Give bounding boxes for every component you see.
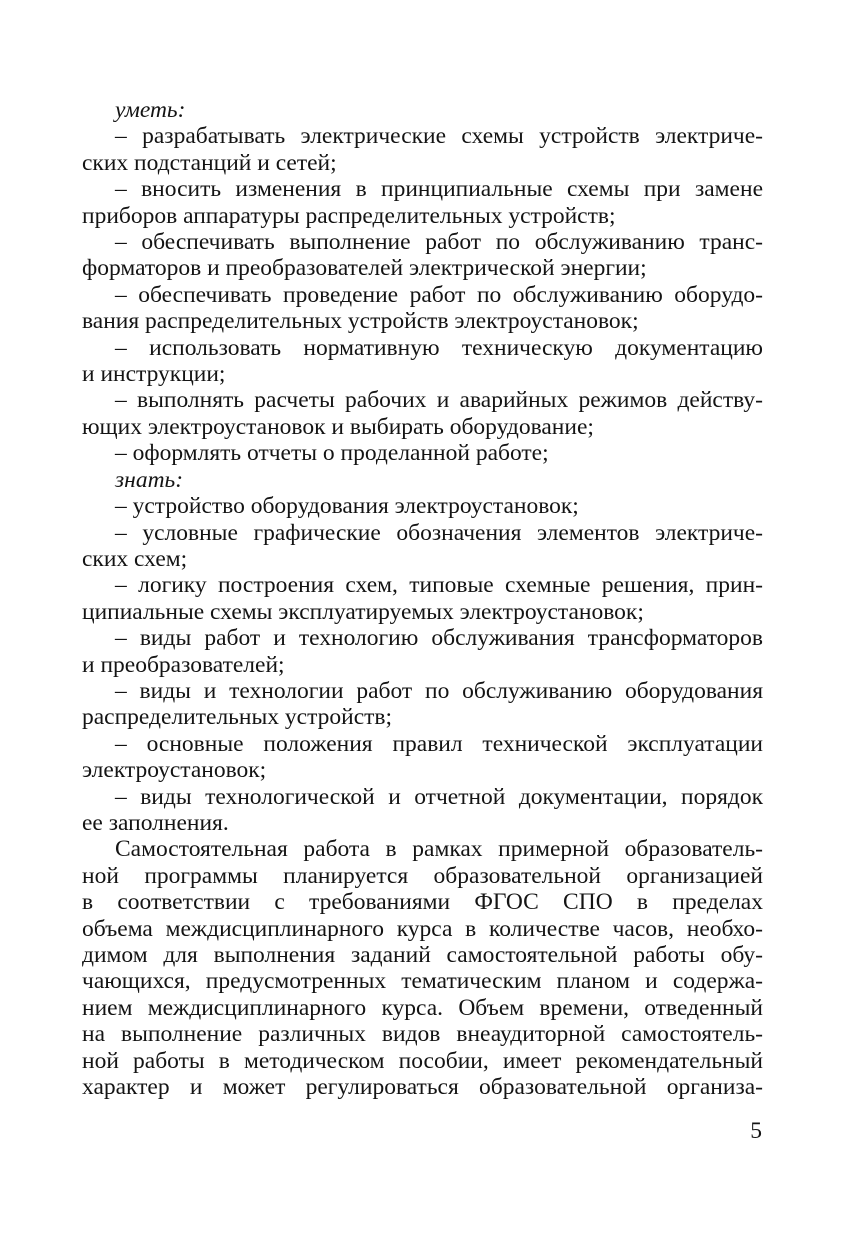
text-line: – условные графические обозначения элементов электриче- (115, 519, 763, 546)
text-line: димом для выполнения заданий самостоятельной работы обу- (82, 942, 763, 968)
text-line: Самостоятельная работа в рамках примерной образователь- (115, 836, 763, 863)
page-number: 5 (750, 1118, 762, 1144)
text-line: ских подстанций и сетей; (82, 149, 337, 176)
text-line: на выполнение различных видов внеаудиторной самостоятель- (82, 1021, 763, 1048)
text-line: – выполнять расчеты рабочих и аварийных режимов действу- (115, 387, 763, 414)
text-line: форматоров и преобразователей электрической энергии; (82, 255, 647, 282)
text-line: – виды работ и технологию обслуживания трансформаторов (115, 625, 763, 652)
text-line: вания распределительных устройств электроустановок; (82, 308, 639, 335)
text-line: чающихся, предусмотренных тематическим планом и содержа- (82, 968, 763, 995)
text-line: и инструкции; (82, 361, 226, 388)
text-line: – логику построения схем, типовые схемные решения, прин- (115, 572, 763, 599)
text-line: приборов аппаратуры распределительных устройств; (82, 202, 616, 229)
text-line: уметь: (115, 97, 186, 123)
text-line: ной программы планируется образовательной организацией (82, 862, 763, 889)
text-line: электроустановок; (82, 757, 267, 784)
text-line: – оформлять отчеты о проделанной работе; (115, 440, 549, 467)
text-line: в соответствии с требованиями ФГОС СПО в пределах (82, 889, 763, 916)
text-line: – основные положения правил технической эксплуатации (115, 730, 763, 757)
text-line: ющих электроустановок и выбирать оборудование; (82, 413, 594, 440)
text-line: нием междисциплинарного курса. Объем времени, отведенный (82, 994, 763, 1021)
text-line: распределительных устройств; (82, 704, 393, 731)
text-line: – обеспечивать выполнение работ по обслуживанию транс- (115, 229, 763, 256)
text-line: – устройство оборудования электроустановок; (115, 493, 579, 520)
text-line: – использовать нормативную техническую документацию (115, 334, 763, 361)
text-line: ее заполнения. (82, 809, 229, 836)
text-line: ских схем; (82, 545, 188, 572)
text-line: ной работы в методическом пособии, имеет рекомендательный (82, 1047, 763, 1074)
text-line: и преобразователей; (82, 651, 285, 678)
text-line: ципиальные схемы эксплуатируемых электроустановок; (82, 598, 644, 625)
text-line: – виды и технологии работ по обслуживанию оборудования (115, 677, 763, 704)
text-line: – вносить изменения в принципиальные схемы при замене (115, 176, 763, 203)
text-block (82, 97, 763, 1100)
text-line: знать: (115, 466, 184, 493)
text-line: объема междисциплинарного курса в количестве часов, необхо- (82, 915, 763, 942)
text-line: характер и может регулироваться образовательной организа- (82, 1074, 763, 1101)
text-line: – виды технологической и отчетной документации, порядок (115, 783, 763, 810)
text-line: – разрабатывать электрические схемы устройств электриче- (115, 123, 763, 150)
text-line: – обеспечивать проведение работ по обслуживанию оборудо- (115, 281, 763, 308)
